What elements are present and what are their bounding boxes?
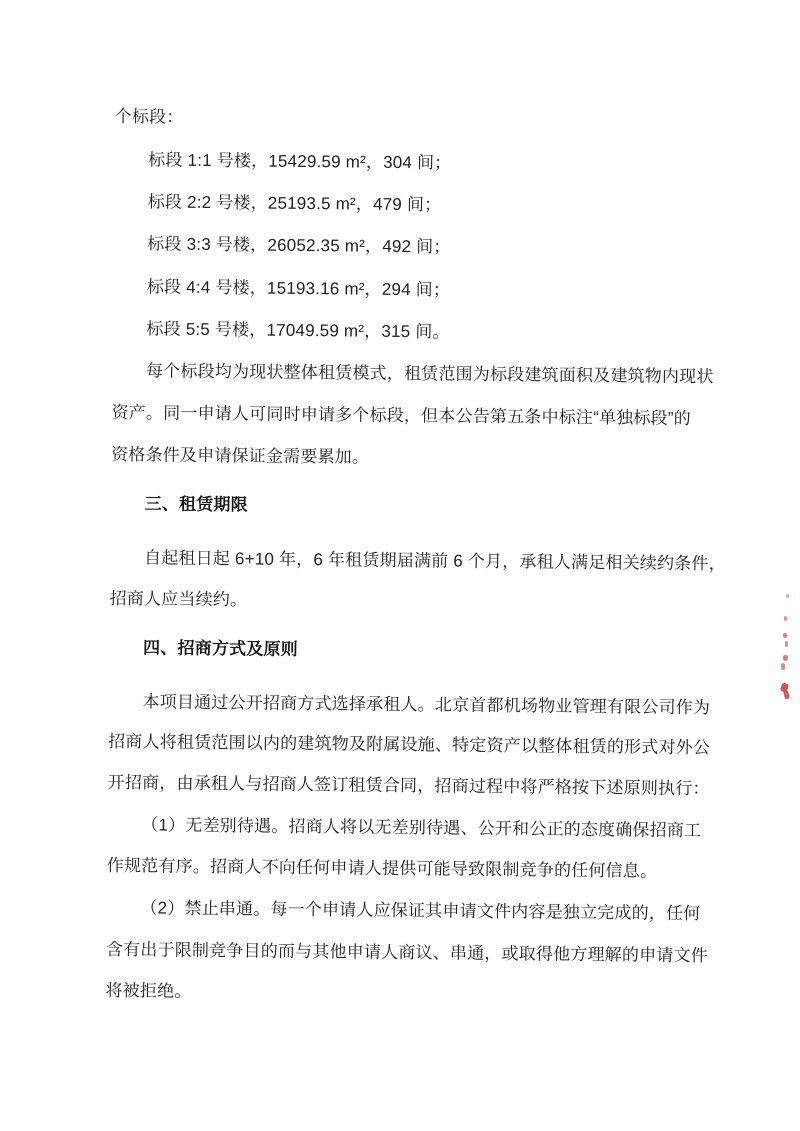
red-ink-mark (785, 641, 788, 647)
principle1-line: （1）无差别待遇。招商人将以无差别待遇、公开和公正的态度确保招商工 (141, 815, 702, 841)
principle1-line: 作规范有序。招商人不向任何申请人提供可能导致限制竞争的任何信息。 (106, 855, 658, 881)
continuation-line: 个标段： (114, 106, 184, 127)
lot-item-1: 标段 1:1 号楼，15429.59 m²，304 间； (148, 150, 452, 173)
section-heading-method: 四、招商方式及原则 (143, 638, 299, 659)
red-ink-mark (783, 655, 788, 661)
red-ink-mark (781, 663, 785, 670)
principle2-line: （2）禁止串通。每一个申请人应保证其申请文件内容是独立完成的，任何 (140, 898, 701, 924)
principle2-line: 将被拒绝。 (105, 980, 192, 1001)
lot-item-4: 标段 4:4 号楼，15193.16 m²，294 间； (146, 277, 451, 300)
lease-mode-para-line: 资格条件及申请保证金需要累加。 (111, 444, 370, 467)
method-intro-line: 招商人将租赁范围以内的建筑物及附属设施、特定资产以整体租赁的形式对外公 (108, 731, 711, 758)
red-ink-mark (783, 633, 787, 638)
lot-item-3: 标段 3:3 号楼，26052.35 m²，492 间； (147, 234, 451, 257)
method-intro-line: 本项目通过公开招商方式选择承租人。北京首都机场物业管理有限公司作为 (142, 692, 711, 718)
lease-mode-para-line: 每个标段均为现状整体租赁模式，租赁范围为标段建筑面积及建筑物内现状 (145, 361, 714, 387)
section-heading-lease-term: 三、租赁期限 (144, 494, 248, 515)
lot-item-2: 标段 2:2 号楼，25193.5 m²，479 间； (147, 192, 442, 215)
red-ink-mark (786, 594, 789, 598)
method-intro-line: 开招商，由承租人与招商人签订租赁合同，招商过程中将严格按下述原则执行： (107, 772, 710, 799)
lease-term-line: 招商人应当续约。 (109, 588, 248, 610)
lot-item-5: 标段 5:5 号楼，17049.59 m²，315 间。 (146, 319, 450, 342)
principle2-line: 含有出于限制竞争目的而与其他申请人商议、串通，或取得他方理解的申请文件 (105, 939, 709, 966)
lease-mode-para-line: 资产。同一申请人可同时申请多个标段，但本公告第五条中标注“单独标段”的 (111, 402, 691, 429)
lease-term-line: 自起租日起 6+10 年，6 年租赁期届满前 6 个月，承租人满足相关续约条件， (143, 548, 726, 574)
red-ink-mark (784, 616, 787, 621)
